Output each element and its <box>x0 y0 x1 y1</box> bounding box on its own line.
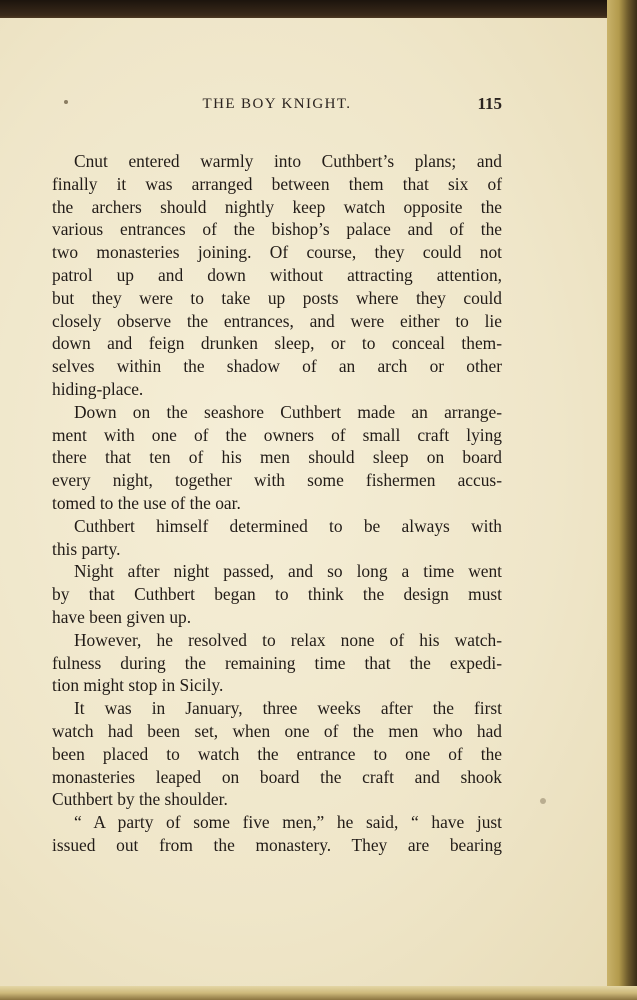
text-line: the archers should nightly keep watch opposite the <box>52 196 502 217</box>
text-line: selves within the shadow of an arch or other <box>52 356 502 377</box>
text-line: fulness during the remaining time that the expedi- <box>52 652 502 673</box>
text-line: every night, together with some fishermen accus- <box>52 470 502 491</box>
text-line: there that ten of his men should sleep on board <box>52 447 502 468</box>
text-line: have been given up. <box>52 606 192 627</box>
text-line: watch had been set, when one of the men who had <box>52 720 502 741</box>
text-line: finally it was arranged between them that six of <box>52 173 502 194</box>
text-line: patrol up and down without attracting attention, <box>52 264 502 285</box>
running-head: THE BOY KNIGHT. <box>202 96 352 112</box>
text-line: this party. <box>52 538 121 559</box>
text-line: issued out from the monastery. They are bearing <box>52 834 502 855</box>
text-line: but they were to take up posts where they could <box>52 287 502 308</box>
page-number: 115 <box>477 94 502 113</box>
text-line: closely observe the entrances, and were either to lie <box>52 310 502 331</box>
text-line: by that Cuthbert began to think the design must <box>52 584 502 605</box>
text-line: Down on the seashore Cuthbert made an arrange- <box>74 401 502 422</box>
text-line: down and feign drunken sleep, or to conceal them- <box>52 333 502 354</box>
text-line: two monasteries joining. Of course, they could not <box>52 242 502 263</box>
text-line: monasteries leaped on board the craft and shook <box>52 766 502 787</box>
paper-speck <box>540 798 546 804</box>
page-header <box>52 94 502 118</box>
book-page-edge-right <box>607 0 637 1000</box>
text-line: Night after night passed, and so long a time went <box>74 561 502 582</box>
text-line: tion might stop in Sicily. <box>52 675 224 696</box>
text-line: Cuthbert himself determined to be always with <box>74 515 502 536</box>
body-text <box>52 150 502 857</box>
text-line: various entrances of the bishop’s palace and of the <box>52 219 502 240</box>
text-line: Cuthbert by the shoulder. <box>52 789 228 810</box>
text-line: However, he resolved to relax none of his watch- <box>74 629 502 650</box>
text-line: Cnut entered warmly into Cuthbert’s plans; and <box>74 151 502 171</box>
text-line: It was in January, three weeks after the first <box>74 698 502 719</box>
book-page-edge-bottom <box>0 986 637 1000</box>
text-line: ment with one of the owners of small craft lying <box>52 424 502 445</box>
text-line: “ A party of some five men,” he said, “ have just <box>74 812 502 833</box>
text-line: been placed to watch the entrance to one of the <box>52 743 502 764</box>
text-line: tomed to the use of the oar. <box>52 492 241 513</box>
text-line: hiding-place. <box>52 378 144 399</box>
